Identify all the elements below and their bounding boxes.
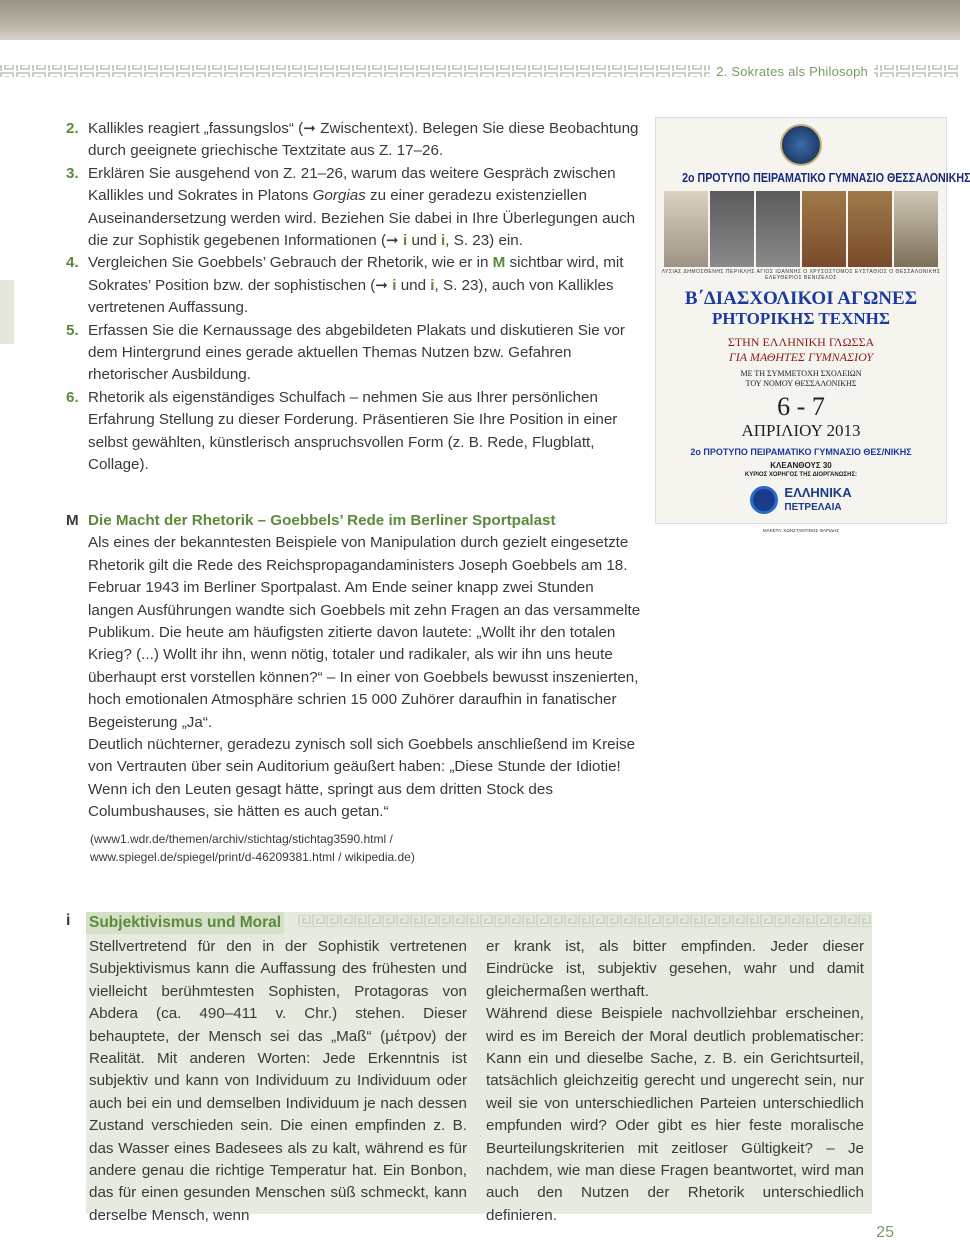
info-ref: i [441,232,446,250]
poster-sponsor: ΚΥΡΙΟΣ ΧΟΡΗΓΟΣ ΤΗΣ ΔΙΟΡΓΑΝΩΣΗΣ: [744,472,858,478]
sponsor-logo: ΕΛΛΗΝΙΚΑ ΠΕΤΡΕΛΑΙΑ [656,486,946,514]
poster-address: ΚΛΕΑΝΘΟΥΣ 30 [770,461,832,470]
poster-dates: 6 - 7 [777,392,825,421]
task-number: 3. [66,164,79,182]
poster-target: ΓΙΑ ΜΑΘΗΤΕΣ ΓΥΜΝΑΣΙΟΥ [728,350,873,364]
portrait-image [664,191,708,267]
poster-place: 2ο ΠΡΟΤΥΠΟ ΠΕΙΡΑΜΑΤΙΚΟ ΓΥΜΝΑΣΙΟ ΘΕΣ/ΝΙΚΗΣ [690,447,912,457]
task-item [66,387,642,477]
top-banner [0,0,960,40]
task-item [66,320,642,387]
material-text: Als eines der bekanntesten Beispiele von Manipulation durch gezielt eingesetzte Rhetorik gilt die Rede des Reichspropagandaministers Joseph Goebbels am 18. Februar 1943 im Berliner Sportpalast. Am Ende seiner knapp zwei Stunden langen Ausführungen wandte sich Goebbels mit zehn Fragen an das versammelte Publikum. Die heute am häufigsten zitierte davon lautete: „Wollt ihr den totalen Krieg? (...) Wollt ihr ihn, wenn nötig, totaler und radikaler, als wir ihn uns heute überhaupt erst vorstellen können?“ – In einer von Goebbels bewusst inszenierten, hoch emotionalen Atmosphäre schrien 15 000 Zuhörer daraufhin in fanatischer Begeisterung „Ja“. Deutlich nüchterner, geradezu zynisch soll sich Goebbels anschließend im Kreise von Vertrauten über sein Auditorium geäußert haben: „Diese Stunde der Idiotie! Wenn ich den Leuten gesagt hätte, springt aus dem dritten Stock des Columbushauses, sie hätten es auch getan.“ [88,534,641,821]
info-box [66,912,872,1224]
task-number: 6. [66,388,79,406]
portrait-names: ΛΥΣΙΑΣ ΔΗΜΟΣΘΕΝΗΣ ΠΕΡΙΚΛΗΣ ΑΓΙΟΣ ΙΩΑΝΝΗΣ Ο ΧΡΥΣΟΣΤΟΜΟΣ ΕΥΣΤΑΘΙΟΣ Ο ΘΕΣΣΑΛΟΝΙΚΗΣ ΕΛΕΥΘΕΡΙΟΣ ΒΕΝΙΖΕΛΟΣ [661,269,941,281]
page-number: 25 [876,1224,894,1241]
info-title: Subjektivismus und Moral [86,912,284,934]
poster-language: ΣΤΗΝ ΕΛΛΗΝΙΚΗ ΓΛΩΣΣΑ [727,335,875,349]
arrow-icon: ➞ [303,120,316,137]
poster-school: 2ο ΠΡΟΤΥΠΟ ΠΕΙΡΑΜΑΤΙΚΟ ΓΥΜΝΑΣΙΟ ΘΕΣΣΑΛΟΝΙΚΗΣ [682,170,970,185]
running-title: 2. Sokrates als Philosoph [710,64,874,79]
task-number: 4. [66,254,79,272]
info-ref: i [392,276,397,294]
task-list [66,118,642,477]
material-letter: M [66,512,79,529]
task-text: Erklären Sie ausgehend von Z. 21–26, warum das weitere Gespräch zwischen Kallikles und Sokrates in Platons Gorgias zu einer geradezu existenziellen Auseinandersetzung werden wird. Beziehen Sie dabei in Ihre Überlegungen auch die zur Sophistik gegebenen Informationen (➞ i und i, S. 23) ein. [88,164,636,250]
info-ref: i [403,232,408,250]
task-text: Vergleichen Sie Goebbels’ Gebrauch der Rhetorik, wie er in M sichtbar wird, mit Sokrates’ Position bzw. der sophistischen (➞ i und i, S. 23), auch von Kallikles vertretenen Auffassung. [88,254,624,317]
material-heading: Die Macht der Rhetorik – Goebbels’ Rede im Berliner Sportpalast [88,512,556,529]
portrait-image [848,191,892,267]
info-column-left: Stellvertretend für den in der Sophistik vertretenen Subjektivismus kann die Auffassung des frühesten und vielleicht berühmtesten Sophisten, Protagoras von Abdera (ca. 490–411 v. Chr.) stehen. Dieser behauptete, der Mensch sei das „Maß“ (μέτρον) der Realität. Mit anderen Worten: Jede Erkenntnis ist subjektiv und kann von Individuum zu Individuum oder auch bei ein und demselben Individuum je nach dessen Zustand verschieden sein. Die einen empfinden z. B. das Wasser eines Badesees als zu kalt, während es für andere genau die richtige Temperatur hat. Ein Bonbon, das für einen gesunden Menschen süß schmeckt, kann derselbe Mensch, wenn [89,938,467,1224]
portrait-image [710,191,754,267]
portrait-row [656,191,946,267]
arrow-icon: ➞ [375,276,389,294]
task-text: Kallikles reagiert „fassungslos“ (➞ Zwischentext). Belegen Sie diese Beobachtung durch geeignete griechische Textzitate aus Z. 17–26. [88,120,639,160]
task-number: 5. [66,321,79,339]
poster-title: Β΄ΔΙΑΣΧΟΛΙΚΟΙ ΑΓΩΝΕΣ [684,288,918,309]
poster-month: ΑΠΡΙΛΙΟΥ 2013 [741,421,861,440]
portrait-image [802,191,846,267]
school-emblem-icon [780,124,822,166]
sponsor-logo-icon [750,486,778,514]
task-text: Erfassen Sie die Kernaussage des abgebildeten Plakats und diskutieren Sie vor dem Hintergrund eines gerade aktuellen Themas Nutzen bzw. Gefahren rhetorischer Ausbildung. [88,321,625,384]
task-number: 2. [66,120,79,137]
poster-participation: ΜΕ ΤΗ ΣΥΜΜΕΤΟΧΗ ΣΧΟΛΕΙΩΝ ΤΟΥ ΝΟΜΟΥ ΘΕΣΣΑΛΟΝΙΚΗΣ [740,369,862,388]
greek-key-border [298,914,872,928]
info-letter: i [66,912,71,929]
info-ref: i [430,276,435,294]
portrait-image [756,191,800,267]
info-column-right: er krank ist, als bitter empfinden. Jeder dieser Eindrücke ist, subjektiv gesehen, wahr und damit gleichermaßen werthaft. Während diese Beispiele nachvollziehbar erscheinen, wird es im Bereich der Moral deutlich problematischer: Kann ein und dieselbe Sache, z. B. ein Gerichtsurteil, tatsächlich gleichzeitig gerecht und ungerecht sein, nur weil sie von unterschiedlichen Parteien unterschiedlich empfunden wird? Oder gibt es hier feste moralische Beurteilungskriterien mit zeitloser Gültigkeit? – Je nachdem, wie man diese Fragen beantwortet, wird man auch den Nutzen der Rhetorik unterschiedlich definieren. [486,938,864,1224]
poster-title: ΡΗΤΟΡΙΚΗΣ ΤΕΧΝΗΣ [712,309,890,328]
task-item [66,252,642,319]
poster-credit: ΜΑΚΕΤΑ: ΚΩΝΣΤΑΝΤΙΝΟΣ ΦΑΡΙΔΗΣ [762,528,840,533]
material-ref: M [492,254,506,272]
material-source: (www1.wdr.de/themen/archiv/stichtag/stichtag3590.html / www.spiegel.de/spiegel/print/d-46209381.html / wikipedia.de) [90,831,415,864]
task-text: Rhetorik als eigenständiges Schulfach – nehmen Sie aus Ihrer persönlichen Erfahrung Stellung zu dieser Forderung. Präsentieren Sie Ihre Position in einer selbst gewählten, künstlerisch anspruchsvollen Form (z. B. Rede, Flugblatt, Collage). [88,388,618,474]
arrow-icon: ➞ [386,232,399,250]
contest-poster [655,117,970,533]
task-item [66,118,642,163]
portrait-image [894,191,938,267]
margin-marker [0,280,14,344]
task-item [66,163,642,253]
material-box [66,510,642,866]
